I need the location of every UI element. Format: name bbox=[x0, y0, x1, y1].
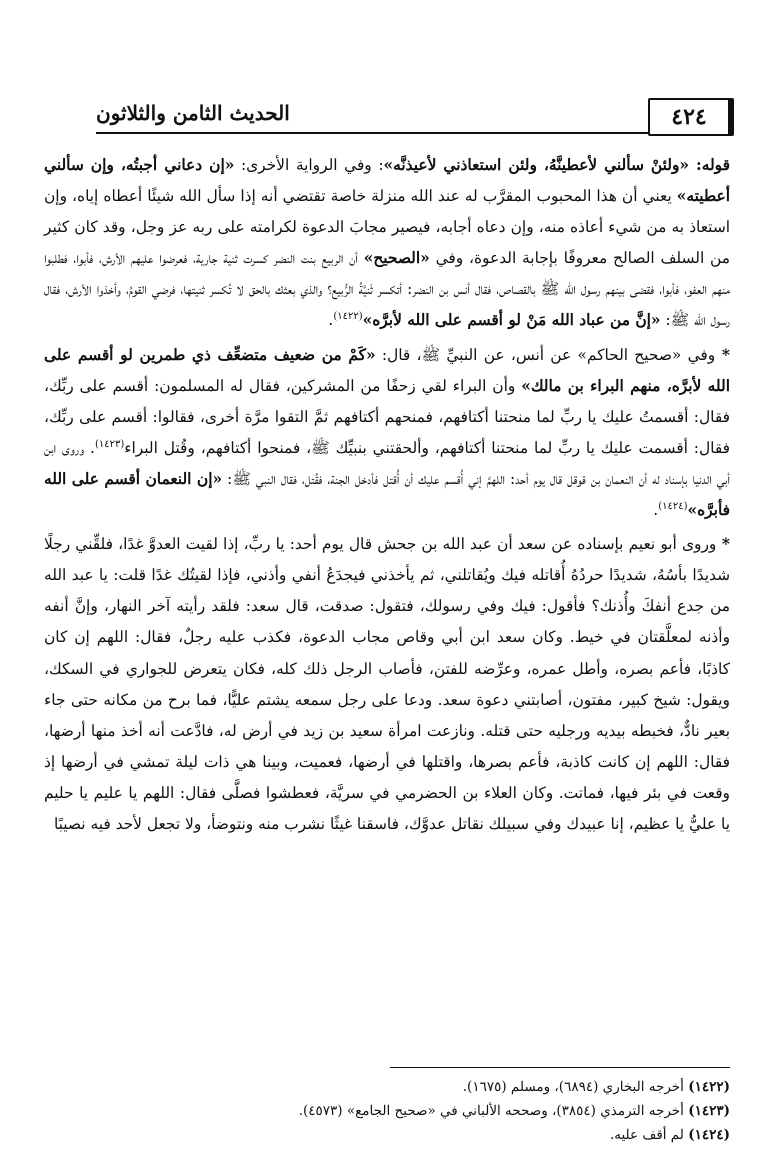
footnote-text: أخرجه البخاري (٦٨٩٤)، ومسلم (١٦٧٥). bbox=[462, 1079, 689, 1095]
text-run: . bbox=[653, 501, 659, 520]
emphasized-text: * bbox=[716, 535, 730, 554]
emphasized-text: قوله: «ولئنْ سألني لأعطينَّهُ، ولئن استعاذني لأعيذنَّه» bbox=[383, 156, 730, 174]
footnote-reference: (١٤٢٣) bbox=[94, 438, 125, 450]
page-header bbox=[96, 92, 734, 142]
text-run: أن الربيع بنت النضر كسرت ثنية جارية، فعرضوا عليهم الأرش، فأبوا، فطلبوا منهم العفو، فأبوا، فقضى بينهم رسول الله ﷺ بالقصاص، فقال أنس بن النضر: أتكسر ثَنيَّةُ الرُّبيع؟ والذي بعثك بالحق لا تُكسر ثنيتها، فرضي القومُ، وأخذوا الأرش، فقال رسول الله ﷺ: bbox=[44, 249, 730, 330]
footnote-reference: (١٤٢٢) bbox=[333, 311, 363, 323]
page-number: ٤٢٤ bbox=[648, 98, 734, 136]
footnote bbox=[44, 1099, 730, 1123]
emphasized-text: * bbox=[715, 345, 730, 364]
paragraph bbox=[44, 529, 730, 840]
text-run: : وفي الرواية الأخرى: bbox=[234, 156, 384, 174]
footnote-number: (١٤٢٤) bbox=[688, 1127, 730, 1143]
text-run: وروى أبو نعيم بإسناده عن سعد أن عبد الله بن جحش قال يوم أحد: يا ربِّ، إذا لقيت العدوَّ غدًا، فلقِّني رجلًا شديدًا بأسُهُ، شديدًا حردُهُ أُقاتله فيك ويُقاتلني، ثم يأخذني فيجدَعُ أنفي وأذني، فإذا لقيتُك غدًا قلت: يا عبد الله من جدع أنفكَ وأُذنك؟ فأقول: فيك وفي رسولك، فتقول: صدقت، قال سعد: فلقد رأيته آخر النهار، وإنَّ أنفه وأذنه لمعلَّقتان في خيط. وكان سعد ابن أبي وقاص مجاب الدعوة، فكذب عليه رجلٌ، فقال: اللهم إن كان كاذبًا، فأعم بصره، وأطل عمره، وعرِّضه للفتن، فأصاب الرجل ذلك كله، فكان يتعرض للجواري في السكك، ويقول: شيخ كبير، مفتون، أصابتني دعوة سعد. ودعا على رجل سمعه يشتم عليًّا، فما برح من مكانه حتى جاء بعير نادٌّ، فخبطه بيديه ورجليه حتى قتله. ونازعت امرأة سعيد بن زيد في أرض له، فادَّعت أنه أخذ منها أرضها، فقال: اللهم إن كانت كاذبة، فأعم بصرها، واقتلها في أرضها، فعميت، وبينا هي ذات ليلة تمشي في أرضها إذ وقعت في بئر فيها، فماتت. وكان العلاء بن الحضرمي في سريَّة، فعطشوا فصلَّى فقال: اللهم يا عليم يا حليم يا عليُّ يا عظيم، إنا عبيدك وفي سبيلك نقاتل عدوَّك، فاسقنا غيثًا نشرب منه ونتوضأ، ولا تجعل لأحد فيه نصيبًا bbox=[44, 535, 730, 833]
footnote-number: (١٤٢٣) bbox=[688, 1103, 730, 1119]
emphasized-text: «إنَّ من عباد الله مَنْ لو أقسم على الله لأبرَّه» bbox=[362, 311, 661, 330]
text-run: . bbox=[328, 311, 334, 330]
running-title: الحديث الثامن والثلاثون bbox=[96, 101, 290, 125]
footnote-reference: (١٤٢٤) bbox=[658, 500, 688, 512]
text-run: وفي «صحيح الحاكم» عن أنس، عن النبيِّ ﷺ، قال: bbox=[375, 345, 716, 364]
emphasized-text: «كَمْ من ضعيف متضعِّف ذي طمرين لو أقسم على الله لأبرَّه، منهم البراء بن مالك» bbox=[44, 345, 730, 395]
footnote bbox=[44, 1123, 730, 1147]
footnote-text: أخرجه الترمذي (٣٨٥٤)، وصححه الألباني في «صحيح الجامع» (٤٥٧٣). bbox=[298, 1103, 689, 1119]
paragraph bbox=[44, 340, 730, 527]
footnote-text: لم أقف عليه. bbox=[609, 1127, 689, 1143]
text-run: يعني أن هذا المحبوب المقرَّب له عند الله منزلة خاصة تقتضي أنه إذا سأل الله شيئًا أعطاه إياه، وإن استعاذ به من شيء أعاذه منه، وإن دعاه أجابه، فيصير مجابَ الدعوة لكرامته على ربه عز وجل، وقد كان كثير من السلف الصالح معروفًا بإجابة الدعوة، وفي bbox=[44, 187, 730, 268]
text-run: وأن البراء لقي زحفًا من المشركين، فقال له المسلمون: أقسم على ربِّك، فقال: أقسمتُ عليك يا ربِّ لما منحتنا أكتافهم، فمنحهم أكتافهم ثمَّ التقوا مرَّة أخرى، فقالوا: أقسم على ربِّك، فقال: أقسمت عليك يا ربِّ لما منحتنا أكتافهم، وألحقتني بنبيِّك ﷺ، فمنحوا أكتافهم، وقُتل البراء bbox=[44, 376, 730, 457]
emphasized-text: «إن النعمان أقسم على الله فأبرَّه» bbox=[44, 469, 730, 520]
emphasized-text: «إن دعاني أجبتُه، وإن سألني أعطيته» bbox=[44, 156, 730, 206]
paragraph bbox=[44, 150, 730, 337]
footnote bbox=[44, 1075, 730, 1099]
emphasized-text: «الصحيح» bbox=[363, 249, 430, 268]
text-run: . وروى ابن أبي الدنيا بإسناد له أن النعمان بن قوقل قال يوم أحد: اللهمَّ إني أُقسم عليك أن أُقتل فأدخل الجنة، فقُتل، فقال النبي ﷺ: bbox=[44, 438, 730, 488]
header-rule bbox=[96, 132, 650, 134]
footnote-number: (١٤٢٢) bbox=[688, 1079, 730, 1095]
footnote-separator bbox=[390, 1067, 730, 1068]
body-text bbox=[44, 150, 730, 840]
footnotes bbox=[44, 1075, 730, 1147]
